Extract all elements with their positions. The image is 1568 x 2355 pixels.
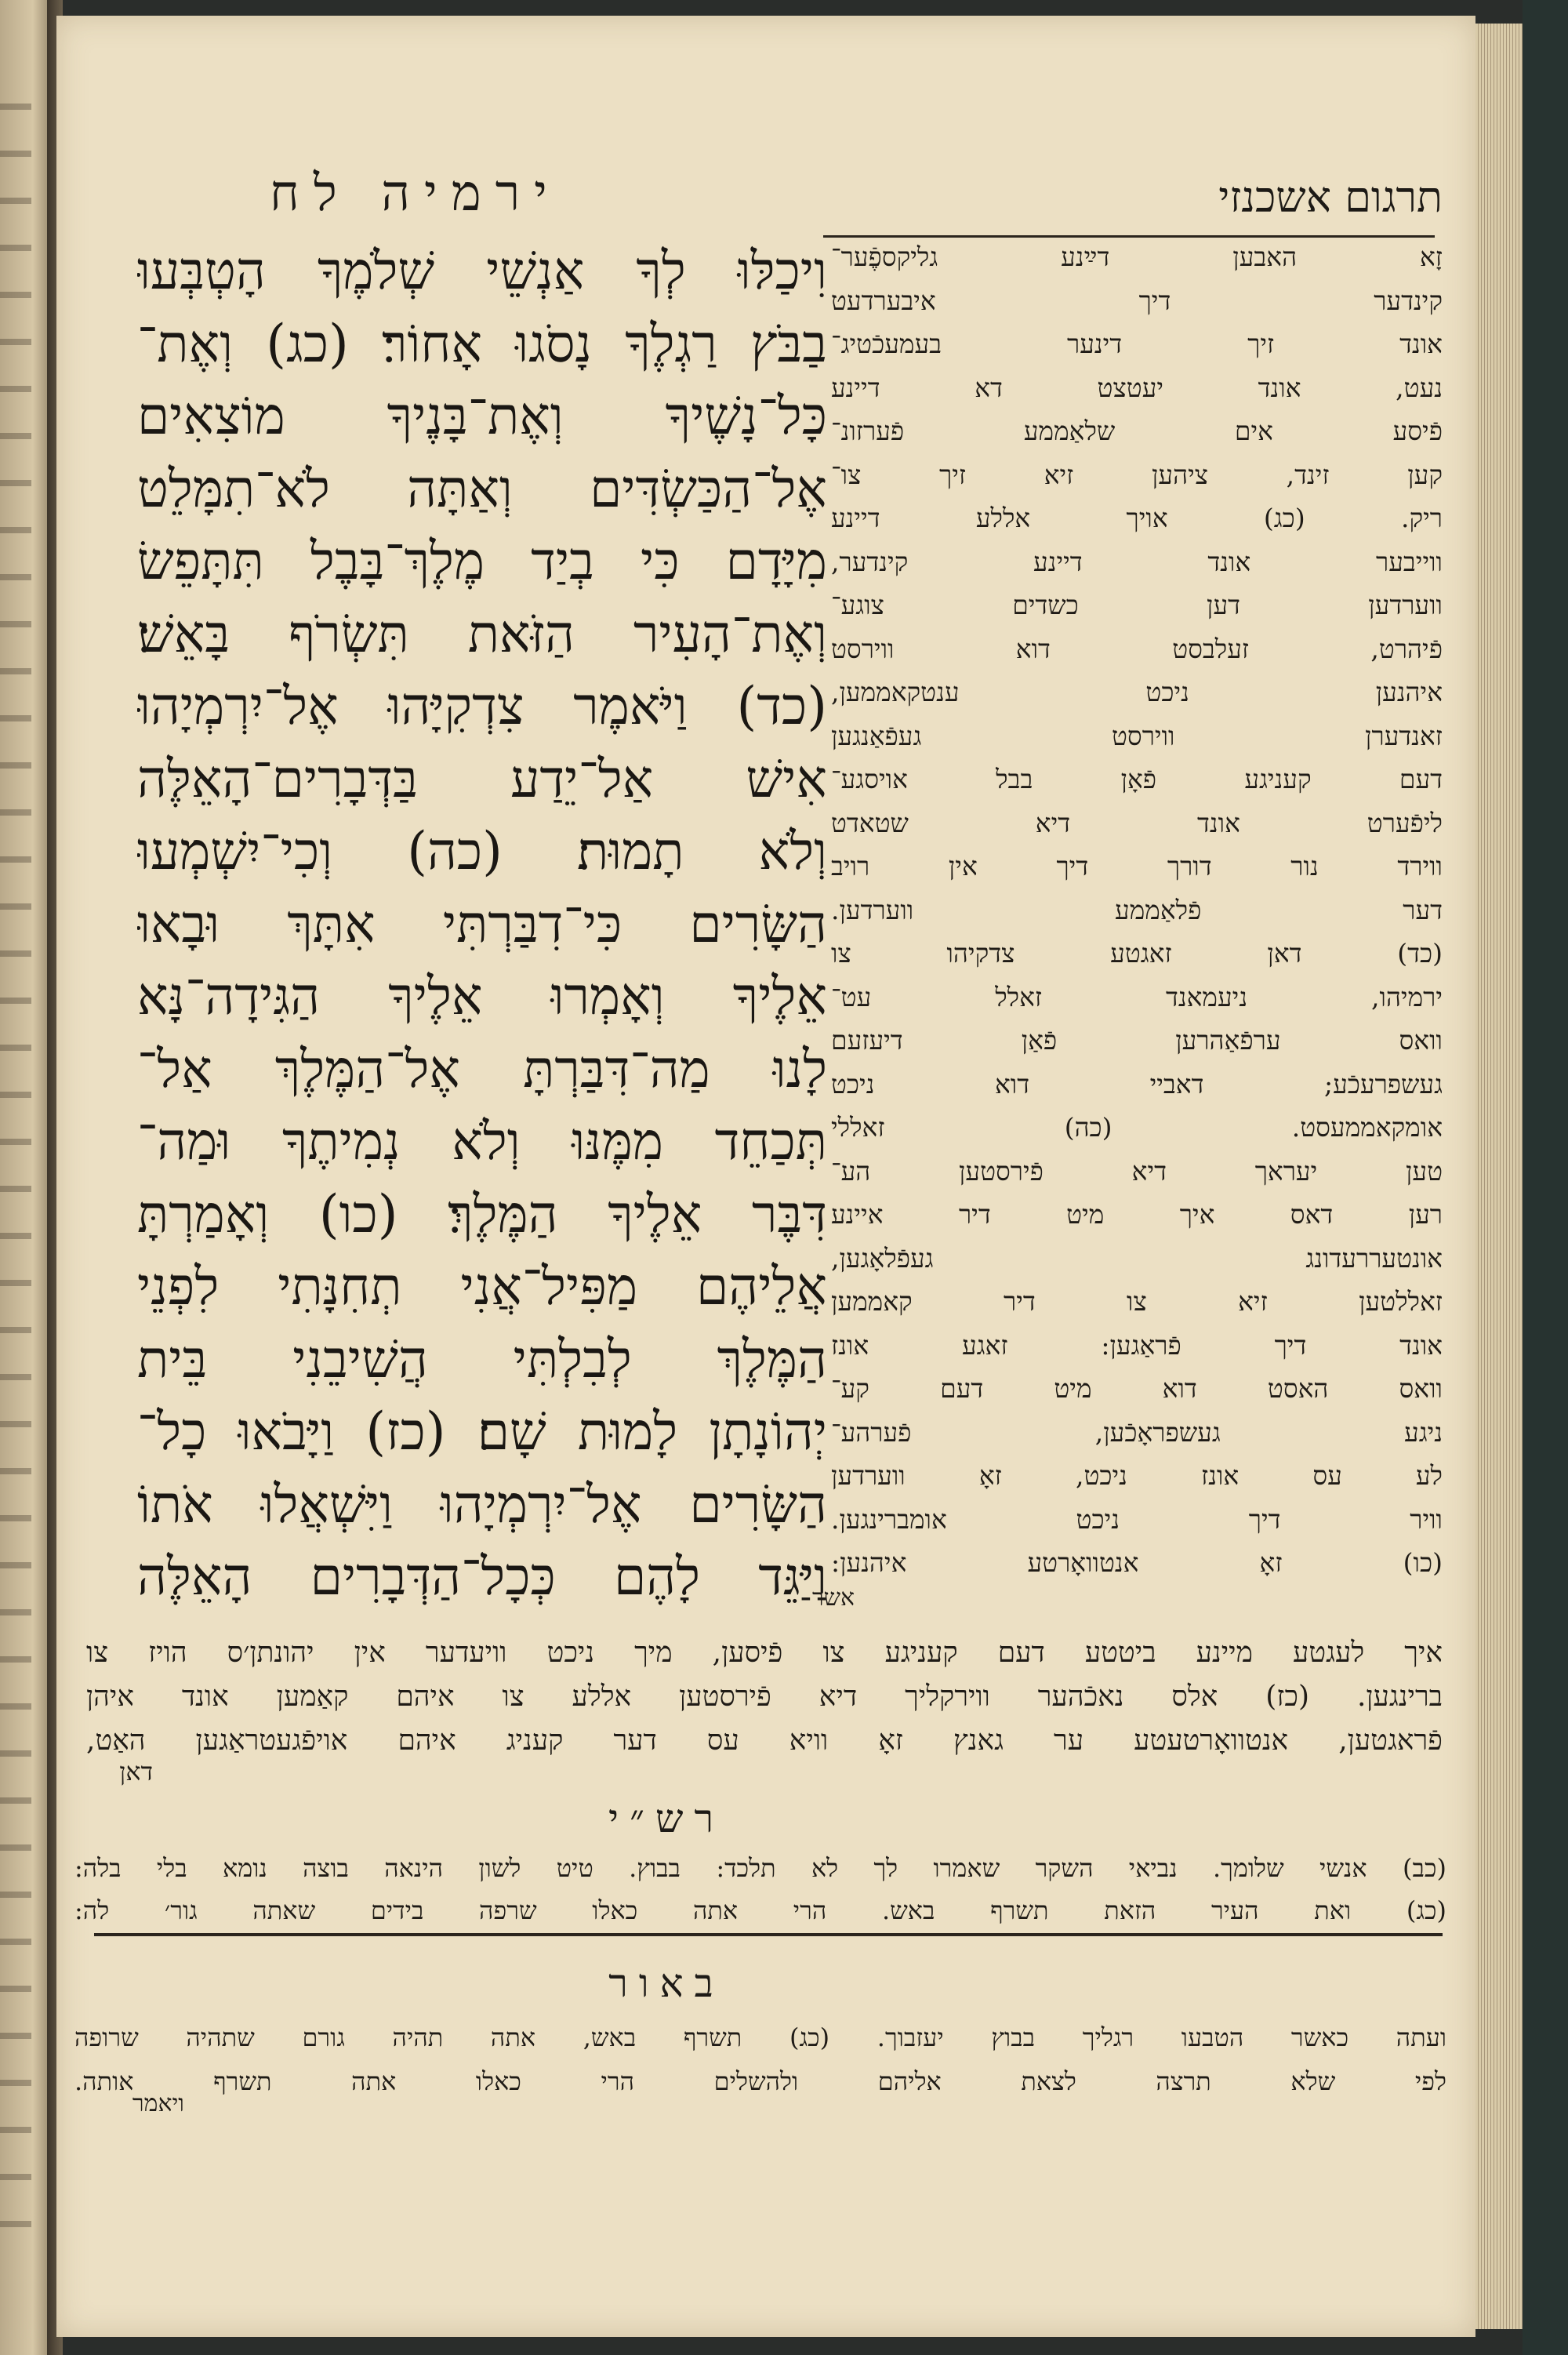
translation-line: (כד) דאן זאגטע צדקיהו צו <box>831 938 1443 969</box>
translation-line: קען זינד, ציהען זיא זיך צו־ <box>831 459 1443 490</box>
translation-line: ריק. (כג) אויך אללע דיינע <box>831 503 1443 533</box>
rashi-heading: רש״י <box>608 1796 725 1841</box>
translation-line: אומקאממעסט. (כה) זאללי <box>831 1112 1443 1143</box>
main-text-line: וְאֶת־הָעִיר הַזֹּאת תִּשְׂרֹף בָּאֵשׁ׃ <box>137 603 827 664</box>
rashi-line: (כג) ואת העיר הזאת תשרף באש. הרי אתה כאלו שרפה בידים שאתה גור׳ לה: <box>74 1895 1447 1925</box>
translation-line: פֿראגטען, אנטוואָרטעטע ער גאנץ זאָ וויא עס דער קעניג איהם אויפֿגעטראַגען האַט, <box>86 1724 1443 1757</box>
biur-heading: באור <box>608 1961 724 2006</box>
translation-line: ירמיהו, ניעמאנד זאלל עט־ <box>831 981 1443 1012</box>
catchword-main: אשר <box>812 1584 855 1612</box>
main-text-line: הַשָּׂרִים כִּי־דִבַּרְתִּי אִתָּךְ וּבָאוּ <box>137 893 827 954</box>
biur-commentary <box>74 2015 1446 2103</box>
main-text-line: הַשָּׂרִים אֶל־יִרְמְיָהוּ וַיִּשְׁאֲלוּ אֹתוֹ <box>137 1474 827 1535</box>
translation-line: לע עס אונז ניכט, זאָ ווערדען <box>831 1460 1443 1491</box>
translation-line: איהנען ניכט ענטקאממען, <box>831 677 1443 707</box>
translation-line: ליפֿערט אונד דיא שטאדט <box>831 807 1443 838</box>
catchword-bottom: דאן <box>119 1757 153 1786</box>
translation-line: ברינגען. (כז) אלס נאכֿהער ווירקליך דיא פֿירסטען אללע צו איהם קאַמען אונד איהן <box>86 1681 1443 1713</box>
catchword-biur: ויאמר <box>132 2090 184 2117</box>
biur-line: ועתה כאשר הטבעו רגליך בבוץ יעזבוך. (כג) תשרף באש, אתה תהיה גורם שתהיה שרופה <box>74 2022 1446 2052</box>
translation-line: זאללטען זיא צו דיר קאממען <box>831 1286 1443 1317</box>
translation-line: איך לעגטע מיינע ביטטע דעם קעניגע צו פֿיסען, מיך ניכט וויעדער אין יהונתן׳ס הויז צו <box>86 1637 1443 1669</box>
main-text-line: אֵלֶיךָ וְאָמְרוּ אֵלֶיךָ הַגִּידָה־נָּא <box>137 966 827 1027</box>
translation-line: וואס ערפֿאַהרען פֿאַן דיעזעם <box>831 1025 1443 1056</box>
biur-line: לפי שלא תרצה לצאת אליהם ולהשלים הרי כאלו אתה תשרף אותה. <box>74 2066 1447 2096</box>
main-text-line: מִיָּדָם כִּי בְיַד מֶלֶךְ־בָּבֶל תִּתָּפֵשׂ <box>137 531 827 591</box>
translation-line: ווייבער אונד דיינע קינדער, <box>831 546 1443 577</box>
main-text-line: אֶל־הַכַּשְׂדִּים וְאַתָּה לֹא־תִמָּלֵט <box>137 458 827 519</box>
main-text-line: וְלֹא תָמוּת׃ (כה) וְכִי־יִשְׁמְעוּ <box>137 821 827 881</box>
translation-line: געשפרעכֿע; דאביי דוא ניכט <box>831 1068 1443 1099</box>
main-text-line: אֲלֵיהֶם מַפִּיל־אֲנִי תְחִנָּתִי לִפְנֵי <box>137 1256 827 1317</box>
section-divider <box>94 1933 1443 1936</box>
translation-line: דעם קעניגע פֿאָן בבל אויסגע־ <box>831 764 1443 794</box>
translation-line: דער פֿלאַממע ווערדען. <box>831 894 1443 925</box>
main-text-line: דִּבֶּר אֵלֶיךָ הַמֶּלֶךְ׃ (כו) וְאָמַרְתָּ <box>137 1183 827 1245</box>
translation-line: זאנדערן ווירסט געפֿאַנגען <box>831 720 1443 751</box>
translation-line: טען יעראך דיא פֿירסטען הע־ <box>831 1155 1443 1187</box>
main-text-line: יְהוֹנָתָן לָמוּת שָׁם׃ (כז) וַיָּבֹאוּ כָל־ <box>137 1401 827 1462</box>
translation-line: אונד זיך דינער בעמעכֿטיג־ <box>831 329 1443 359</box>
translation-line: רען דאס איך מיט דיר איינע <box>831 1199 1443 1230</box>
translation-line: זָא האבען דײַנע גליקספֶֿער־ <box>831 242 1443 272</box>
translation-line: (כו) זאָ אנטוואָרטע איהנען: <box>831 1547 1443 1578</box>
translation-line: אונד דיך פֿראַגען: זאגע אונז <box>831 1329 1443 1361</box>
translation-continuation <box>86 1631 1443 1763</box>
translation-line: ווערדען דען כשדים צוגע־ <box>831 590 1443 620</box>
translation-line: וואס האסט דוא מיט דעם קע־ <box>831 1373 1443 1404</box>
main-text-line: כָּל־נָשֶׁיךָ וְאֶת־בָּנֶיךָ מוֹצִאִים <box>137 386 827 446</box>
german-translation-column <box>831 235 1443 1627</box>
page-title-right: תרגום אשכנזי <box>1218 173 1443 222</box>
main-hebrew-text <box>137 235 827 1623</box>
translation-line: קינדער דיך איבערדעט <box>831 285 1443 316</box>
rashi-commentary <box>74 1847 1446 1932</box>
main-text-line: וִיכַלּוּ לְךָ אַנְשֵׁי שְׁלֹמֶךָ הָטְבְּעוּ <box>137 241 827 301</box>
main-text-line: הַמֶּלֶךְ לְבִלְתִּי הֲשִׁיבֵנִי בֵּית <box>137 1328 827 1390</box>
page-title-left: ירמיה לח <box>270 165 561 223</box>
translation-line: פֿיסע אים שלאַממע פֿערזונ־ <box>831 416 1443 446</box>
main-text-line: וַיַּגֵּד לָהֶם כְּכָל־הַדְּבָרִים הָאֵלֶּה <box>137 1546 827 1607</box>
main-text-line: (כד) וַיֹּאמֶר צִדְקִיָּהוּ אֶל־יִרְמְיָהוּ <box>137 676 827 736</box>
translation-line: ווירד נור דורך דיך אין רויב <box>831 851 1443 881</box>
page-stack-edges <box>1475 24 1523 2329</box>
previous-page-text-fragment <box>0 63 31 2259</box>
translation-line: ניגע געשפראָכֿען, פֿערהע־ <box>831 1416 1443 1448</box>
translation-line: פֿיהרט, זעלבסט דוא ווירסט <box>831 633 1443 664</box>
rashi-line: (כב) אנשי שלומך. נביאי השקר שאמרו לך לא תלכד: בבוץ. טיט לשון הינאה בוצה נומא בלי בלה: <box>74 1853 1446 1883</box>
main-text-line: בַבֹּץ רַגְלֶךָ נָסֹגוּ אָחוֹר׃ (כג) וְאֶת־ <box>137 313 827 374</box>
main-text-line: אִישׁ אַל־יֵדַע בַּדְּבָרִים־הָאֵלֶּה <box>137 748 827 809</box>
main-text-line: לָנוּ מַה־דִּבַּרְתָּ אֶל־הַמֶּלֶךְ אַל־ <box>137 1038 827 1099</box>
background-edge <box>1523 0 1568 2355</box>
translation-line: נעט, אונד יעטצט דא דיינע <box>831 372 1443 403</box>
translation-line: אונטעררעדונג געפֿלאָגען, <box>831 1242 1443 1274</box>
translation-line: וויר דיך ניכט אומברינגען. <box>831 1503 1443 1535</box>
main-text-line: תְּכַחֵד מִמֶּנּוּ וְלֹא נְמִיתֶךָ וּמַה־ <box>137 1111 827 1172</box>
